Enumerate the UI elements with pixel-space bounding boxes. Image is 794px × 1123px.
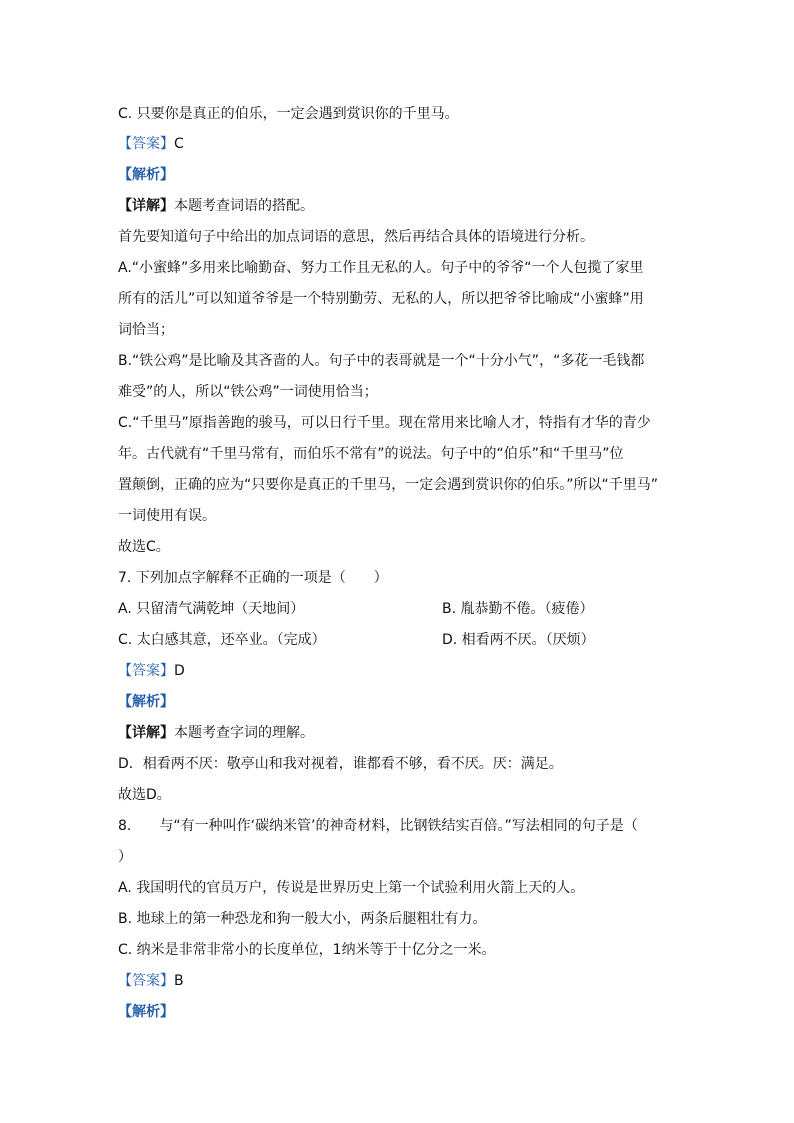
answer-value: D (174, 663, 185, 679)
detail-line (118, 724, 314, 742)
answer-label: 【答案】 (118, 663, 174, 679)
paragraph-line: B.“铁公鸡”是比喻及其吝啬的人。句子中的表哥就是一个“十分小气”，“多花一毛钱都 (118, 353, 645, 369)
paragraph-line: 词恰当； (118, 322, 174, 338)
q8-option-b: B. 地球上的第一种恐龙和狗一般大小，两条后腿粗壮有力。 (118, 911, 487, 927)
paragraph-line: 所有的活儿”可以知道爷爷是一个特别勤劳、无私的人，所以把爷爷比喻成“小蜜蜂”用 (118, 291, 644, 307)
q8-option-a: A. 我国明代的官员万户，传说是世界历史上第一个试验利用火箭上天的人。 (118, 880, 585, 896)
answer-label: 【答案】 (118, 136, 174, 152)
answer-value: B (174, 973, 184, 989)
paragraph-line: 置颠倒，正确的应为“只要你是真正的千里马，一定会遇到赏识你的伯乐。”所以“千里马” (118, 477, 659, 493)
question-7: 7. 下列加点字解释不正确的一项是（ ） (118, 570, 388, 586)
analysis-label: 【解析】 (118, 167, 174, 183)
question-8: 8. 与“有一种叫作‘碳纳米管’的神奇材料，比钢铁结实百倍。”写法相同的句子是（ (118, 818, 638, 834)
detail-label: 【详解】 (118, 198, 174, 214)
q7-option-d: D. 相看两不厌。（厌烦） (442, 632, 595, 648)
answer-line (118, 972, 184, 990)
paragraph-line: 一词使用有误。 (118, 508, 216, 524)
answer-line (118, 662, 185, 680)
paragraph-line: 难受”的人，所以“铁公鸡”一词使用恰当； (118, 384, 378, 400)
paragraph-line: D．相看两不厌：敬亭山和我对视着，谁都看不够，看不厌。厌：满足。 (118, 756, 563, 772)
analysis-label: 【解析】 (118, 1004, 174, 1020)
paragraph-line: 年。古代就有“千里马常有，而伯乐不常有”的说法。句子中的“伯乐”和“千里马”位 (118, 446, 624, 462)
q8-option-c: C. 纳米是非常非常小的长度单位，1纳米等于十亿分之一米。 (118, 942, 496, 958)
answer-value: C (174, 136, 184, 152)
conclusion-line: 故选C。 (118, 539, 170, 555)
answer-line (118, 135, 184, 153)
analysis-label: 【解析】 (118, 694, 174, 710)
question-8-continued: ） (118, 849, 132, 865)
detail-line (118, 197, 314, 215)
paragraph-line: C.“千里马”原指善跑的骏马，可以日行千里。现在常用来比喻人才，特指有才华的青少 (118, 415, 651, 431)
detail-label: 【详解】 (118, 725, 174, 741)
detail-text: 本题考查字词的理解。 (174, 725, 314, 741)
option-c-line: C. 只要你是真正的伯乐，一定会遇到赏识你的千里马。 (118, 106, 459, 122)
paragraph-line: A.“小蜜蜂”多用来比喻勤奋、努力工作且无私的人。句子中的爷爷“一个人包揽了家里 (118, 260, 644, 276)
detail-text: 本题考查词语的搭配。 (174, 198, 314, 214)
answer-label: 【答案】 (118, 973, 174, 989)
q7-option-a: A. 只留清气满乾坤（天地间） (118, 601, 305, 617)
paragraph-line: 首先要知道句子中给出的加点词语的意思，然后再结合具体的语境进行分析。 (118, 229, 594, 245)
q7-option-c: C. 太白感其意，还卒业。（完成） (118, 632, 326, 648)
q7-option-b: B. 胤恭勤不倦。（疲倦） (442, 601, 594, 617)
conclusion-line: 故选D。 (118, 787, 171, 803)
